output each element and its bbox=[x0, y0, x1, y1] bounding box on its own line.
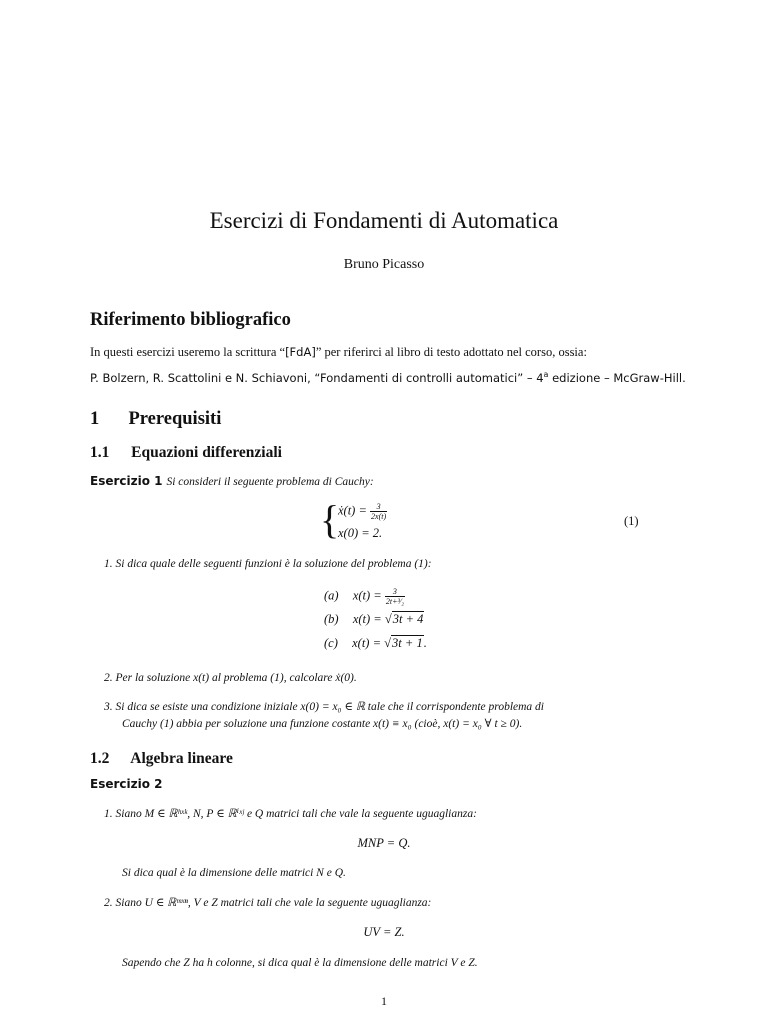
paper-title: Esercizi di Fondamenti di Automatica bbox=[209, 208, 559, 233]
option-a-fraction bbox=[385, 587, 405, 606]
section-1-heading bbox=[90, 409, 221, 430]
ex2-item-2-question: Sapendo che Z ha h colonne, si dica qual è la dimensione delle matrici V e Z. bbox=[122, 957, 478, 969]
exercise-2-label: Esercizio 2 bbox=[90, 777, 163, 791]
option-a-num: 3 bbox=[385, 587, 405, 597]
system-eq-2: x(0) = 2. bbox=[338, 526, 383, 540]
option-a bbox=[324, 587, 405, 606]
system-eq-1-fraction bbox=[370, 502, 387, 521]
ex2-item-1-question: Si dica qual è la dimensione delle matrici N e Q. bbox=[122, 867, 346, 879]
subsection-1-2-number: 1.2 bbox=[90, 750, 110, 767]
option-c-label: (c) bbox=[324, 636, 338, 650]
exercise-1-label: Esercizio 1 bbox=[90, 474, 163, 488]
ref-heading: Riferimento bibliografico bbox=[90, 310, 291, 330]
ref-line2-post: edizione – McGraw-Hill. bbox=[548, 370, 686, 385]
ex1-item-2-text: Per la soluzione x(t) al problema (1), calcolare ẋ(0). bbox=[115, 672, 357, 684]
subsection-1-1-title: Equazioni differenziali bbox=[131, 444, 282, 461]
ref-line1-post: ” per riferirci al libro di testo adottato nel corso, ossia: bbox=[315, 345, 587, 359]
option-c bbox=[324, 636, 427, 651]
option-b-radicand: 3t + 4 bbox=[392, 612, 424, 626]
exercise-1-intro bbox=[90, 473, 374, 488]
option-b bbox=[324, 612, 424, 627]
exercise-1-intro-text: Si consideri il seguente problema di Cauchy: bbox=[166, 476, 374, 488]
section-1-title: Prerequisiti bbox=[128, 409, 222, 429]
ref-line-2 bbox=[90, 370, 686, 385]
ex1-item-1-number: 1. bbox=[104, 558, 113, 570]
section-1-number: 1 bbox=[90, 409, 100, 429]
equation-mnp: MNP = Q. bbox=[357, 836, 411, 850]
ex2-item-2-number: 2. bbox=[104, 897, 113, 909]
system-eq-1-den: 2x(t) bbox=[371, 512, 387, 521]
author: Bruno Picasso bbox=[343, 257, 425, 272]
page-number: 1 bbox=[381, 994, 387, 1008]
ex1-item-3-line-1: Si dica se esiste una condizione iniziale x(0) = x₀ ∈ ℝ tale che il corrispondente problema di bbox=[115, 701, 544, 713]
system-eq-1-num: 3 bbox=[370, 502, 387, 512]
equation-number-1: (1) bbox=[624, 514, 639, 528]
system-eq-1 bbox=[338, 502, 387, 521]
ex1-item-2 bbox=[104, 672, 357, 684]
ex1-item-3-line-2: Cauchy (1) abbia per soluzione una funzione costante x(t) ≡ x₀ (cioè, x(t) = x₀ ∀ t ≥ 0). bbox=[122, 718, 523, 730]
ex2-item-2 bbox=[104, 895, 431, 909]
ref-code: [FdA] bbox=[285, 345, 316, 359]
equation-uv: UV = Z. bbox=[363, 925, 405, 939]
option-c-end: . bbox=[423, 636, 427, 650]
ex2-item-2-text: Siano U ∈ ℝᵐˣⁿ, V e Z matrici tali che vale la seguente uguaglianza: bbox=[115, 897, 432, 909]
option-b-lhs: x(t) = √ bbox=[352, 612, 392, 626]
system-brace: { bbox=[320, 497, 340, 542]
subsection-1-1-heading bbox=[90, 444, 282, 462]
subsection-1-2-heading bbox=[90, 750, 233, 768]
option-a-label: (a) bbox=[324, 588, 339, 603]
ref-line2-pre: P. Bolzern, R. Scattolini e N. Schiavoni, “Fondamenti di controlli automatici” – 4 bbox=[90, 370, 544, 385]
ex1-item-1-text: Si dica quale delle seguenti funzioni è la soluzione del problema (1): bbox=[115, 558, 432, 570]
ex1-item-3-number: 3. bbox=[104, 701, 113, 713]
subsection-1-1-number: 1.1 bbox=[90, 444, 110, 461]
subsection-1-2-title: Algebra lineare bbox=[130, 750, 233, 767]
system-eq-1-lhs: ẋ(t) = bbox=[338, 503, 371, 518]
ex2-item-1 bbox=[104, 806, 477, 820]
ex1-item-1 bbox=[104, 558, 432, 570]
option-a-den: 2t+³⁄₂ bbox=[385, 597, 404, 606]
ref-line2-sup: a bbox=[543, 370, 549, 379]
option-c-lhs: x(t) = √ bbox=[352, 636, 392, 650]
ref-line1-pre: In questi esercizi useremo la scrittura “ bbox=[90, 345, 286, 359]
option-a-lhs: x(t) = bbox=[352, 588, 385, 603]
ref-line-1 bbox=[90, 345, 587, 360]
ex1-item-3 bbox=[104, 699, 544, 713]
option-c-radicand: 3t + 1 bbox=[392, 636, 423, 650]
ex1-item-2-number: 2. bbox=[104, 672, 113, 684]
ex2-item-1-text: Siano M ∈ ℝʰˣᵏ, N, P ∈ ℝⁱˣʲ e Q matrici tali che vale la seguente uguaglianza: bbox=[115, 808, 477, 820]
ex2-item-1-number: 1. bbox=[104, 808, 113, 820]
option-b-label: (b) bbox=[324, 612, 339, 626]
